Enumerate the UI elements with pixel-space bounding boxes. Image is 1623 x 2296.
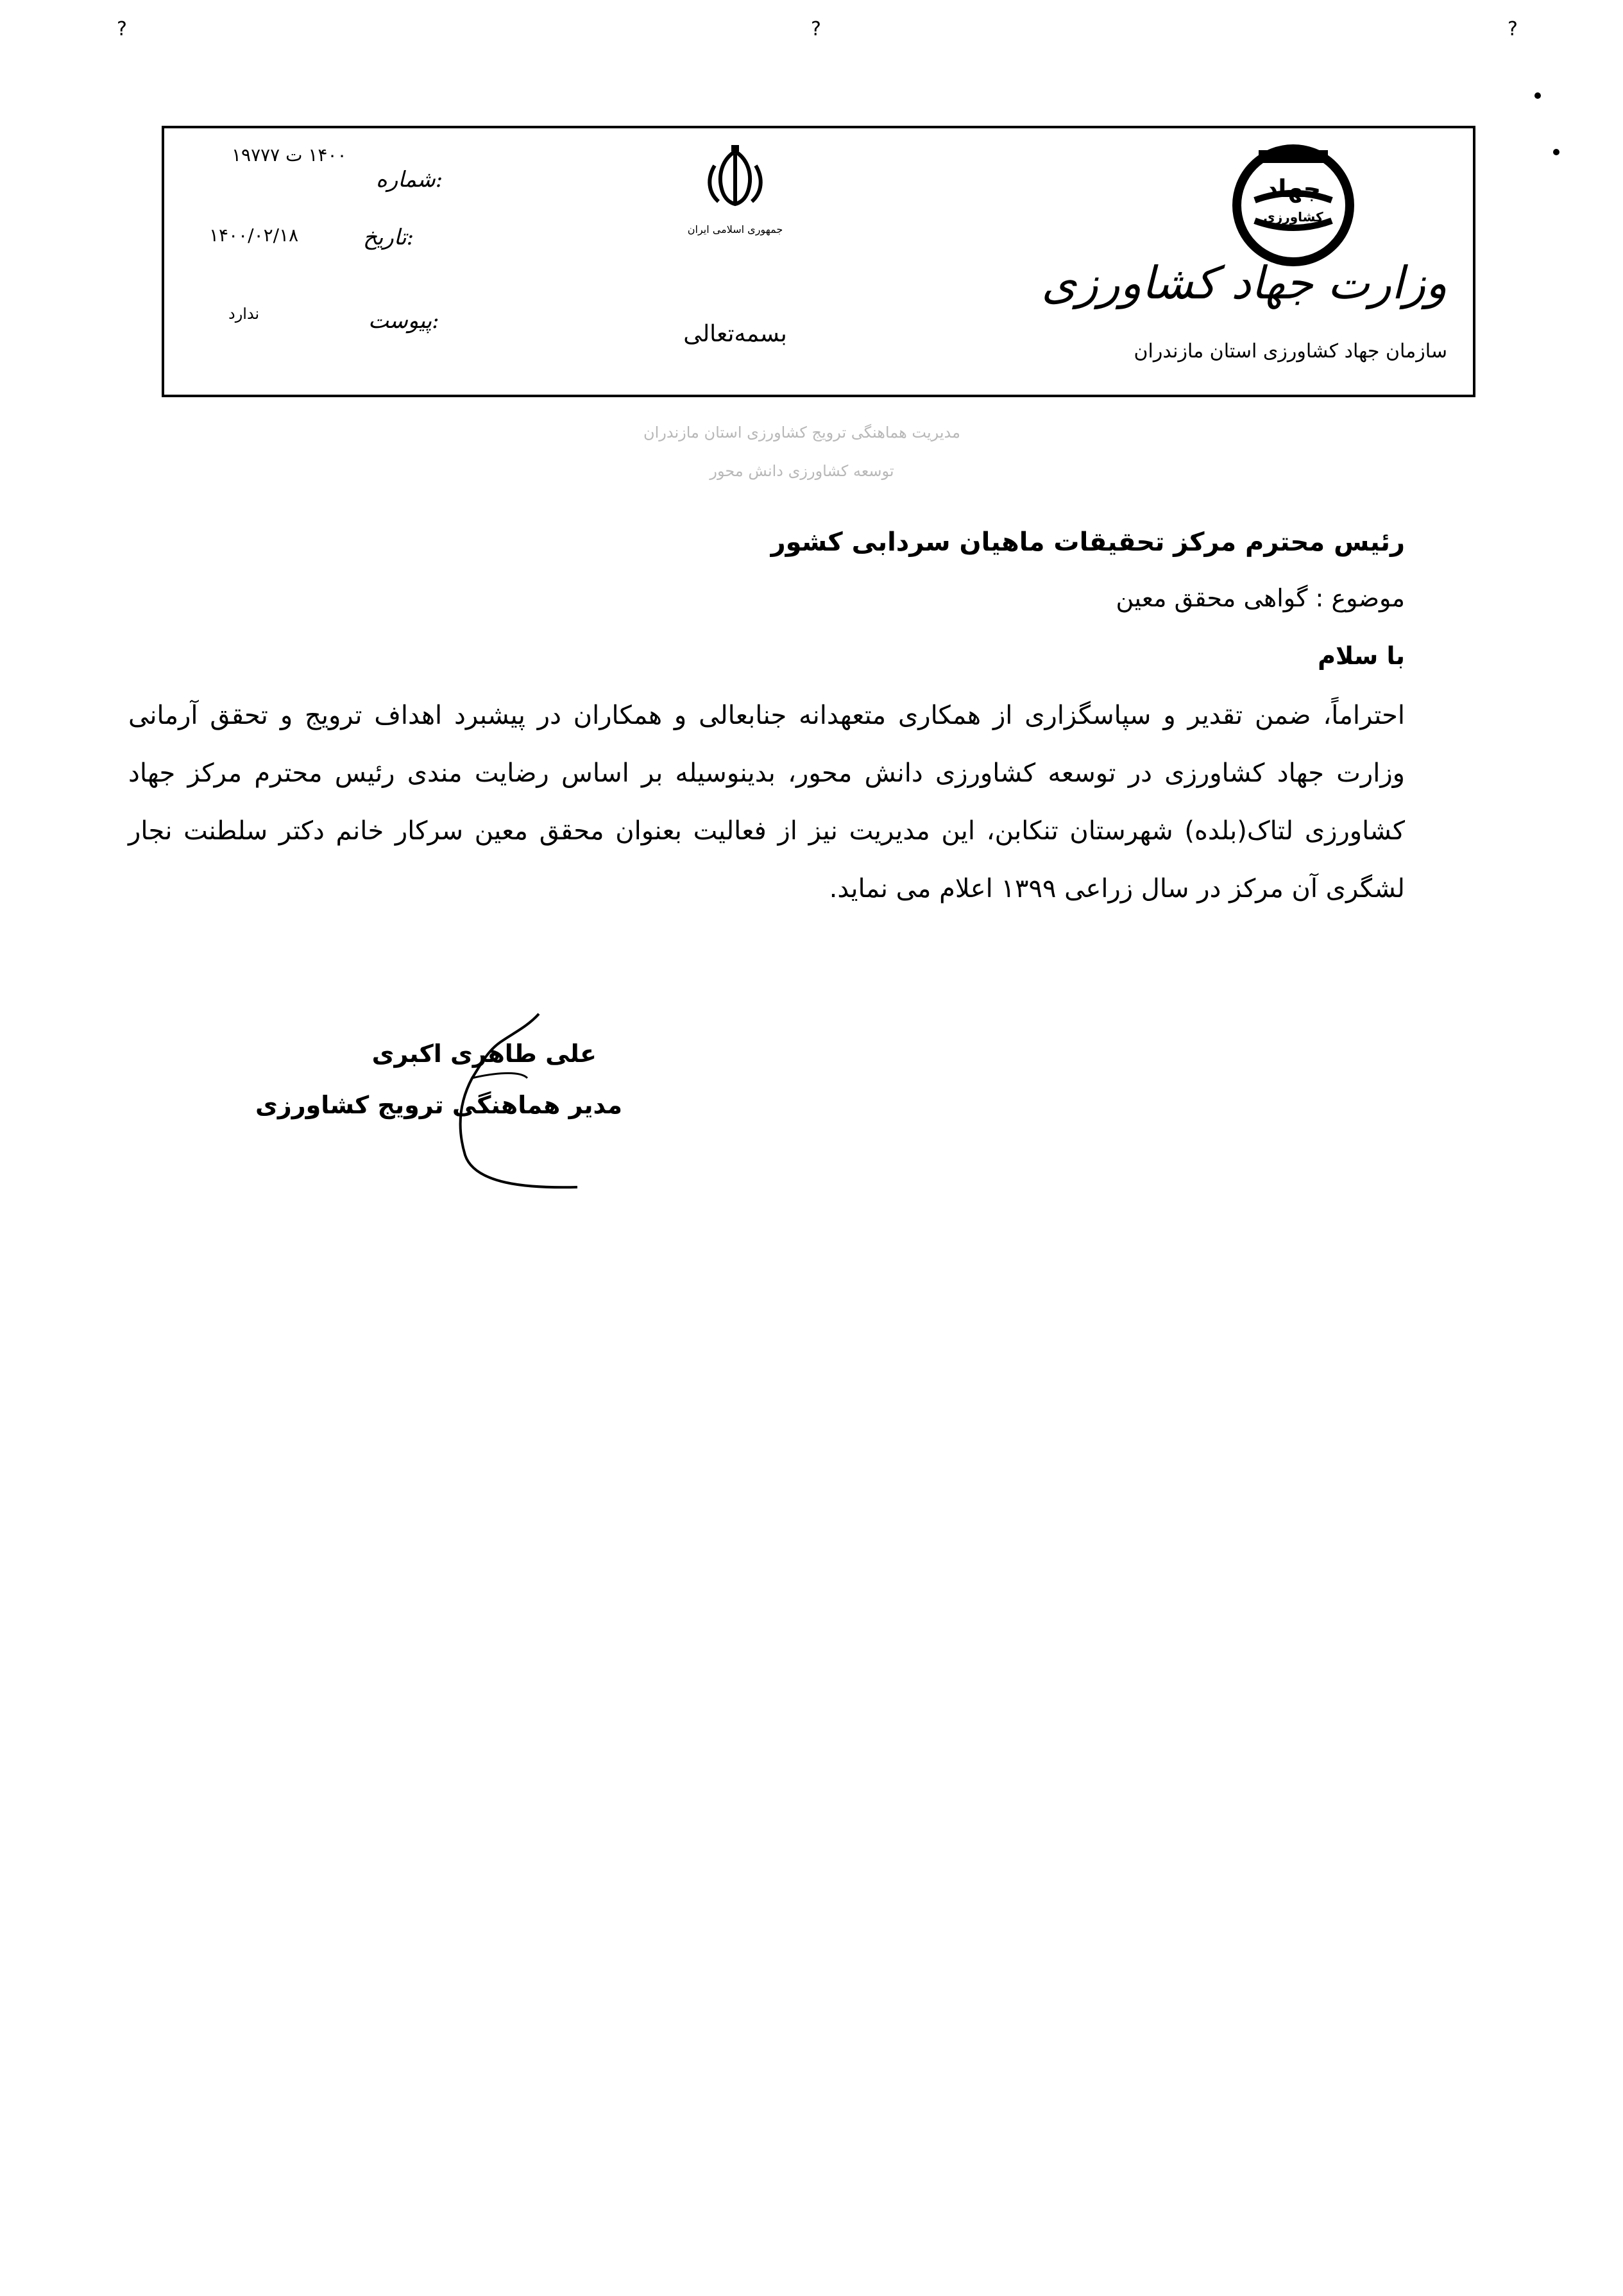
letter-attachment-label: پیوست:	[368, 308, 439, 334]
letterhead-box	[162, 126, 1475, 397]
letter-number-value: ۱۴۰۰ ت ۱۹۷۷۷	[232, 144, 347, 166]
recipient-line: رئیس محترم مرکز تحقیقات ماهیان سردابی کشور	[770, 527, 1405, 557]
letter-date-label: تاریخ:	[363, 225, 414, 250]
iran-emblem-icon	[684, 140, 786, 230]
ministry-name: وزارت جهاد کشاورزی	[1041, 257, 1447, 309]
signatory-name: علی طاهری اکبری	[371, 1040, 597, 1068]
organization-name: سازمان جهاد کشاورزی استان مازندران	[1134, 340, 1447, 363]
faded-line-2: توسعه کشاورزی دانش محور	[710, 462, 894, 480]
page-mark-right: ?	[1508, 18, 1518, 40]
scan-dot	[1553, 149, 1559, 155]
invocation-text: بسمه‌تعالی	[683, 321, 787, 347]
scan-dot	[1534, 92, 1541, 99]
jahad-keshavarzi-logo	[1229, 141, 1357, 270]
page-mark-left: ?	[117, 18, 127, 40]
subject-line: موضوع : گواهی محقق معین	[1116, 584, 1405, 612]
letter-body: احتراماً، ضمن تقدیر و سپاسگزاری از همکاری متعهدانه جنابعالی و همکاران در پیشبرد اهداف ترویج و تحقق آرمانی وزارت جهاد کشاورزی در توسعه کشاورزی دانش محور، بدینوسیله بر اساس رضایت مندی رئیس محترم مرکز جهاد کشاورزی لتاک(بلده) شهرستان تنکابن، این مدیریت نیز از فعالیت بعنوان محقق معین سرکار خانم دکتر سلطنت نجار لشگری آن مرکز در سال زراعی ۱۳۹۹ اعلام می نماید.	[128, 701, 1405, 904]
faded-line-1: مدیریت هماهنگی ترویج کشاورزی استان مازندران	[643, 424, 961, 441]
letter-attachment-value: ندارد	[228, 305, 260, 323]
signatory-title: مدیر هماهنگی ترویج کشاورزی	[255, 1091, 622, 1119]
logo-word-top: جهاد	[1265, 175, 1321, 203]
emblem-caption: جمهوری اسلامی ایران	[687, 223, 783, 236]
letter-number-label: شماره:	[376, 167, 443, 193]
page-mark-center: ?	[811, 18, 821, 40]
letter-date-value: ۱۴۰۰/۰۲/۱۸	[209, 225, 299, 246]
greeting-line: با سلام	[1318, 642, 1405, 670]
logo-word-bottom: کشاورزی	[1263, 209, 1323, 225]
